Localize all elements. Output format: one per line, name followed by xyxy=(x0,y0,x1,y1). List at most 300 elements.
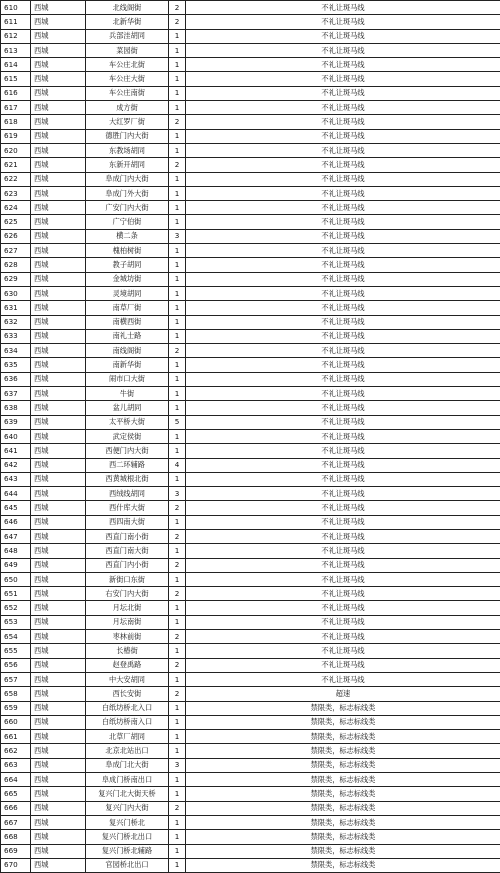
count-cell: 2 xyxy=(169,630,186,644)
row-number-cell: 620 xyxy=(1,143,31,157)
row-number-cell: 629 xyxy=(1,272,31,286)
row-number-cell: 632 xyxy=(1,315,31,329)
row-number-cell: 660 xyxy=(1,715,31,729)
district-cell: 西城 xyxy=(31,244,86,258)
count-cell: 1 xyxy=(169,701,186,715)
violation-type-cell: 不礼让斑马线 xyxy=(186,472,500,486)
road-name-cell: 东新开胡同 xyxy=(86,158,169,172)
road-name-cell: 北京北站出口 xyxy=(86,744,169,758)
row-number-cell: 644 xyxy=(1,487,31,501)
violation-type-cell: 不礼让斑马线 xyxy=(186,86,500,100)
violation-type-cell: 禁限类，标志标线类 xyxy=(186,773,500,787)
violation-type-cell: 禁限类，标志标线类 xyxy=(186,758,500,772)
road-name-cell: 长椿街 xyxy=(86,644,169,658)
table-row xyxy=(1,601,500,615)
district-cell: 西城 xyxy=(31,43,86,57)
road-name-cell: 西四南大街 xyxy=(86,515,169,529)
violation-type-cell: 不礼让斑马线 xyxy=(186,186,500,200)
road-name-cell: 灵境胡同 xyxy=(86,286,169,300)
violation-type-cell: 不礼让斑马线 xyxy=(186,672,500,686)
row-number-cell: 633 xyxy=(1,329,31,343)
district-cell: 西城 xyxy=(31,329,86,343)
violation-type-cell: 不礼让斑马线 xyxy=(186,344,500,358)
table-row xyxy=(1,858,500,872)
district-cell: 西城 xyxy=(31,644,86,658)
count-cell: 1 xyxy=(169,572,186,586)
table-row xyxy=(1,558,500,572)
table-row xyxy=(1,744,500,758)
road-name-cell: 车公庄北街 xyxy=(86,58,169,72)
row-number-cell: 669 xyxy=(1,844,31,858)
table-row xyxy=(1,844,500,858)
district-cell: 西城 xyxy=(31,29,86,43)
violation-type-cell: 不礼让斑马线 xyxy=(186,301,500,315)
count-cell: 1 xyxy=(169,101,186,115)
count-cell: 1 xyxy=(169,844,186,858)
violation-type-cell: 超速 xyxy=(186,687,500,701)
district-cell: 西城 xyxy=(31,501,86,515)
row-number-cell: 623 xyxy=(1,186,31,200)
violation-type-cell: 不礼让斑马线 xyxy=(186,58,500,72)
count-cell: 3 xyxy=(169,229,186,243)
table-row xyxy=(1,429,500,443)
count-cell: 1 xyxy=(169,744,186,758)
count-cell: 1 xyxy=(169,444,186,458)
row-number-cell: 650 xyxy=(1,572,31,586)
district-cell: 西城 xyxy=(31,658,86,672)
table-row xyxy=(1,472,500,486)
district-cell: 西城 xyxy=(31,158,86,172)
violation-type-cell: 不礼让斑马线 xyxy=(186,401,500,415)
count-cell: 1 xyxy=(169,815,186,829)
district-cell: 西城 xyxy=(31,487,86,501)
road-name-cell: 南线阁街 xyxy=(86,344,169,358)
district-cell: 西城 xyxy=(31,387,86,401)
violation-type-cell: 禁限类，标志标线类 xyxy=(186,730,500,744)
violation-type-cell: 不礼让斑马线 xyxy=(186,387,500,401)
district-cell: 西城 xyxy=(31,558,86,572)
district-cell: 西城 xyxy=(31,787,86,801)
count-cell: 1 xyxy=(169,401,186,415)
district-cell: 西城 xyxy=(31,801,86,815)
violation-type-cell: 不礼让斑马线 xyxy=(186,215,500,229)
count-cell: 1 xyxy=(169,472,186,486)
row-number-cell: 654 xyxy=(1,630,31,644)
row-number-cell: 651 xyxy=(1,587,31,601)
district-cell: 西城 xyxy=(31,858,86,872)
count-cell: 4 xyxy=(169,458,186,472)
table-row xyxy=(1,315,500,329)
violation-type-cell: 不礼让斑马线 xyxy=(186,429,500,443)
road-name-cell: 复兴门内大街 xyxy=(86,801,169,815)
count-cell: 1 xyxy=(169,301,186,315)
road-name-cell: 金城坊街 xyxy=(86,272,169,286)
violation-type-cell: 不礼让斑马线 xyxy=(186,286,500,300)
table-row xyxy=(1,29,500,43)
row-number-cell: 640 xyxy=(1,429,31,443)
row-number-cell: 630 xyxy=(1,286,31,300)
district-cell: 西城 xyxy=(31,601,86,615)
district-cell: 西城 xyxy=(31,701,86,715)
count-cell: 5 xyxy=(169,415,186,429)
violation-type-cell: 不礼让斑马线 xyxy=(186,630,500,644)
row-number-cell: 653 xyxy=(1,615,31,629)
row-number-cell: 619 xyxy=(1,129,31,143)
table-row xyxy=(1,301,500,315)
row-number-cell: 663 xyxy=(1,758,31,772)
table-row xyxy=(1,730,500,744)
violation-type-cell: 不礼让斑马线 xyxy=(186,101,500,115)
district-cell: 西城 xyxy=(31,687,86,701)
table-row xyxy=(1,672,500,686)
table-row xyxy=(1,186,500,200)
road-name-cell: 德胜门内大街 xyxy=(86,129,169,143)
district-cell: 西城 xyxy=(31,715,86,729)
row-number-cell: 637 xyxy=(1,387,31,401)
road-name-cell: 赵登禹路 xyxy=(86,658,169,672)
table-row xyxy=(1,143,500,157)
district-cell: 西城 xyxy=(31,515,86,529)
district-cell: 西城 xyxy=(31,429,86,443)
violation-type-cell: 禁限类，标志标线类 xyxy=(186,815,500,829)
table-row xyxy=(1,529,500,543)
district-cell: 西城 xyxy=(31,830,86,844)
road-name-cell: 广宁伯街 xyxy=(86,215,169,229)
count-cell: 1 xyxy=(169,201,186,215)
row-number-cell: 611 xyxy=(1,15,31,29)
row-number-cell: 641 xyxy=(1,444,31,458)
road-name-cell: 槐柏树街 xyxy=(86,244,169,258)
row-number-cell: 622 xyxy=(1,172,31,186)
table-row xyxy=(1,687,500,701)
violation-type-cell: 不礼让斑马线 xyxy=(186,587,500,601)
violation-type-cell: 不礼让斑马线 xyxy=(186,29,500,43)
road-name-cell: 月坛南街 xyxy=(86,615,169,629)
table-body xyxy=(1,1,500,873)
road-name-cell: 西便门内大街 xyxy=(86,444,169,458)
table-row xyxy=(1,715,500,729)
count-cell: 2 xyxy=(169,687,186,701)
violation-type-cell: 不礼让斑马线 xyxy=(186,644,500,658)
road-name-cell: 阜成门内大街 xyxy=(86,172,169,186)
table-row xyxy=(1,1,500,15)
district-cell: 西城 xyxy=(31,544,86,558)
count-cell: 2 xyxy=(169,501,186,515)
district-cell: 西城 xyxy=(31,143,86,157)
district-cell: 西城 xyxy=(31,401,86,415)
count-cell: 2 xyxy=(169,1,186,15)
table-row xyxy=(1,815,500,829)
road-name-cell: 月坛北街 xyxy=(86,601,169,615)
violation-type-cell: 不礼让斑马线 xyxy=(186,458,500,472)
table-row xyxy=(1,773,500,787)
table-row xyxy=(1,86,500,100)
district-cell: 西城 xyxy=(31,86,86,100)
table-row xyxy=(1,615,500,629)
district-cell: 西城 xyxy=(31,587,86,601)
row-number-cell: 661 xyxy=(1,730,31,744)
road-name-cell: 南礼士路 xyxy=(86,329,169,343)
table-row xyxy=(1,358,500,372)
row-number-cell: 634 xyxy=(1,344,31,358)
district-cell: 西城 xyxy=(31,186,86,200)
district-cell: 西城 xyxy=(31,15,86,29)
table-row xyxy=(1,201,500,215)
table-row xyxy=(1,658,500,672)
violation-type-cell: 不礼让斑马线 xyxy=(186,529,500,543)
violation-type-cell: 不礼让斑马线 xyxy=(186,487,500,501)
count-cell: 1 xyxy=(169,515,186,529)
count-cell: 1 xyxy=(169,329,186,343)
count-cell: 3 xyxy=(169,487,186,501)
road-name-cell: 阜成门外大街 xyxy=(86,186,169,200)
violation-type-cell: 不礼让斑马线 xyxy=(186,201,500,215)
violation-type-cell: 不礼让斑马线 xyxy=(186,372,500,386)
road-name-cell: 兵部洼胡同 xyxy=(86,29,169,43)
violation-type-cell: 不礼让斑马线 xyxy=(186,315,500,329)
road-name-cell: 西直门南大街 xyxy=(86,544,169,558)
table-row xyxy=(1,43,500,57)
count-cell: 1 xyxy=(169,58,186,72)
count-cell: 1 xyxy=(169,544,186,558)
road-name-cell: 复兴门桥北出口 xyxy=(86,830,169,844)
row-number-cell: 649 xyxy=(1,558,31,572)
table-row xyxy=(1,758,500,772)
table-row xyxy=(1,415,500,429)
violation-type-cell: 不礼让斑马线 xyxy=(186,129,500,143)
violation-type-cell: 不礼让斑马线 xyxy=(186,244,500,258)
row-number-cell: 626 xyxy=(1,229,31,243)
count-cell: 1 xyxy=(169,143,186,157)
road-name-cell: 北线阁街 xyxy=(86,1,169,15)
road-name-cell: 右安门内大街 xyxy=(86,587,169,601)
count-cell: 1 xyxy=(169,315,186,329)
row-number-cell: 643 xyxy=(1,472,31,486)
district-cell: 西城 xyxy=(31,344,86,358)
district-cell: 西城 xyxy=(31,758,86,772)
row-number-cell: 646 xyxy=(1,515,31,529)
district-cell: 西城 xyxy=(31,372,86,386)
row-number-cell: 656 xyxy=(1,658,31,672)
row-number-cell: 666 xyxy=(1,801,31,815)
road-name-cell: 闹市口大街 xyxy=(86,372,169,386)
violation-type-cell: 不礼让斑马线 xyxy=(186,572,500,586)
count-cell: 1 xyxy=(169,601,186,615)
row-number-cell: 664 xyxy=(1,773,31,787)
row-number-cell: 627 xyxy=(1,244,31,258)
row-number-cell: 618 xyxy=(1,115,31,129)
district-cell: 西城 xyxy=(31,744,86,758)
row-number-cell: 636 xyxy=(1,372,31,386)
table-row xyxy=(1,387,500,401)
district-cell: 西城 xyxy=(31,272,86,286)
violation-type-cell: 不礼让斑马线 xyxy=(186,444,500,458)
road-name-cell: 南草厂街 xyxy=(86,301,169,315)
table-row xyxy=(1,544,500,558)
row-number-cell: 667 xyxy=(1,815,31,829)
road-name-cell: 北草厂胡同 xyxy=(86,730,169,744)
violation-type-cell: 禁限类，标志标线类 xyxy=(186,858,500,872)
violation-type-cell: 禁限类，标志标线类 xyxy=(186,844,500,858)
count-cell: 1 xyxy=(169,29,186,43)
violation-type-cell: 不礼让斑马线 xyxy=(186,258,500,272)
district-cell: 西城 xyxy=(31,301,86,315)
district-cell: 西城 xyxy=(31,630,86,644)
count-cell: 2 xyxy=(169,15,186,29)
violation-type-cell: 不礼让斑马线 xyxy=(186,15,500,29)
violation-type-cell: 禁限类，标志标线类 xyxy=(186,715,500,729)
count-cell: 1 xyxy=(169,858,186,872)
table-row xyxy=(1,401,500,415)
row-number-cell: 645 xyxy=(1,501,31,515)
road-name-cell: 成方街 xyxy=(86,101,169,115)
row-number-cell: 614 xyxy=(1,58,31,72)
district-cell: 西城 xyxy=(31,201,86,215)
district-cell: 西城 xyxy=(31,672,86,686)
table-row xyxy=(1,801,500,815)
count-cell: 3 xyxy=(169,758,186,772)
count-cell: 1 xyxy=(169,72,186,86)
row-number-cell: 659 xyxy=(1,701,31,715)
row-number-cell: 616 xyxy=(1,86,31,100)
violation-type-cell: 禁限类，标志标线类 xyxy=(186,801,500,815)
row-number-cell: 670 xyxy=(1,858,31,872)
violation-type-cell: 不礼让斑马线 xyxy=(186,115,500,129)
violation-type-cell: 禁限类，标志标线类 xyxy=(186,744,500,758)
table-row xyxy=(1,501,500,515)
table-row xyxy=(1,215,500,229)
district-cell: 西城 xyxy=(31,58,86,72)
table-row xyxy=(1,58,500,72)
count-cell: 1 xyxy=(169,387,186,401)
road-name-cell: 西二环辅路 xyxy=(86,458,169,472)
road-name-cell: 南横西街 xyxy=(86,315,169,329)
road-name-cell: 北新华街 xyxy=(86,15,169,29)
violation-type-cell: 禁限类，标志标线类 xyxy=(186,701,500,715)
row-number-cell: 638 xyxy=(1,401,31,415)
road-name-cell: 阜成门北大街 xyxy=(86,758,169,772)
row-number-cell: 617 xyxy=(1,101,31,115)
district-cell: 西城 xyxy=(31,101,86,115)
table-row xyxy=(1,101,500,115)
count-cell: 1 xyxy=(169,86,186,100)
road-name-cell: 教子胡同 xyxy=(86,258,169,272)
count-cell: 2 xyxy=(169,801,186,815)
table-row xyxy=(1,115,500,129)
table-row xyxy=(1,258,500,272)
violation-type-cell: 不礼让斑马线 xyxy=(186,272,500,286)
violation-type-cell: 不礼让斑马线 xyxy=(186,501,500,515)
district-cell: 西城 xyxy=(31,529,86,543)
table-row xyxy=(1,15,500,29)
road-name-cell: 官园桥北出口 xyxy=(86,858,169,872)
row-number-cell: 635 xyxy=(1,358,31,372)
road-name-cell: 西直门南小街 xyxy=(86,529,169,543)
road-name-cell: 西长安街 xyxy=(86,687,169,701)
row-number-cell: 648 xyxy=(1,544,31,558)
count-cell: 1 xyxy=(169,215,186,229)
road-name-cell: 西绒线胡同 xyxy=(86,487,169,501)
road-name-cell: 西什库大街 xyxy=(86,501,169,515)
table-row xyxy=(1,329,500,343)
violation-type-cell: 不礼让斑马线 xyxy=(186,1,500,15)
table-row xyxy=(1,444,500,458)
row-number-cell: 615 xyxy=(1,72,31,86)
district-cell: 西城 xyxy=(31,215,86,229)
row-number-cell: 662 xyxy=(1,744,31,758)
row-number-cell: 631 xyxy=(1,301,31,315)
district-cell: 西城 xyxy=(31,730,86,744)
count-cell: 1 xyxy=(169,272,186,286)
row-number-cell: 668 xyxy=(1,830,31,844)
violation-type-cell: 不礼让斑马线 xyxy=(186,72,500,86)
row-number-cell: 642 xyxy=(1,458,31,472)
violation-type-cell: 不礼让斑马线 xyxy=(186,544,500,558)
road-name-cell: 武定侯街 xyxy=(86,429,169,443)
count-cell: 1 xyxy=(169,787,186,801)
row-number-cell: 625 xyxy=(1,215,31,229)
violation-type-cell: 不礼让斑马线 xyxy=(186,558,500,572)
count-cell: 2 xyxy=(169,344,186,358)
table-row xyxy=(1,830,500,844)
count-cell: 2 xyxy=(169,115,186,129)
row-number-cell: 639 xyxy=(1,415,31,429)
district-cell: 西城 xyxy=(31,1,86,15)
table-row xyxy=(1,244,500,258)
district-cell: 西城 xyxy=(31,458,86,472)
row-number-cell: 621 xyxy=(1,158,31,172)
district-cell: 西城 xyxy=(31,72,86,86)
table-row xyxy=(1,458,500,472)
table-row xyxy=(1,701,500,715)
table-row xyxy=(1,587,500,601)
road-name-cell: 盆儿胡同 xyxy=(86,401,169,415)
district-cell: 西城 xyxy=(31,773,86,787)
count-cell: 1 xyxy=(169,644,186,658)
table-row xyxy=(1,72,500,86)
count-cell: 2 xyxy=(169,587,186,601)
district-cell: 西城 xyxy=(31,615,86,629)
row-number-cell: 665 xyxy=(1,787,31,801)
row-number-cell: 628 xyxy=(1,258,31,272)
road-name-cell: 西黄城根北街 xyxy=(86,472,169,486)
road-name-cell: 东教场胡同 xyxy=(86,143,169,157)
table-row xyxy=(1,630,500,644)
table-row xyxy=(1,158,500,172)
violation-type-cell: 不礼让斑马线 xyxy=(186,358,500,372)
count-cell: 1 xyxy=(169,615,186,629)
row-number-cell: 655 xyxy=(1,644,31,658)
road-name-cell: 菜园街 xyxy=(86,43,169,57)
district-cell: 西城 xyxy=(31,172,86,186)
count-cell: 1 xyxy=(169,43,186,57)
violation-type-cell: 不礼让斑马线 xyxy=(186,615,500,629)
count-cell: 2 xyxy=(169,558,186,572)
table-row xyxy=(1,644,500,658)
count-cell: 1 xyxy=(169,830,186,844)
count-cell: 1 xyxy=(169,258,186,272)
table-row xyxy=(1,572,500,586)
road-name-cell: 大红罗厂街 xyxy=(86,115,169,129)
road-name-cell: 横二条 xyxy=(86,229,169,243)
violation-type-cell: 不礼让斑马线 xyxy=(186,158,500,172)
road-name-cell: 太平桥大街 xyxy=(86,415,169,429)
district-cell: 西城 xyxy=(31,115,86,129)
row-number-cell: 657 xyxy=(1,672,31,686)
row-number-cell: 610 xyxy=(1,1,31,15)
count-cell: 1 xyxy=(169,429,186,443)
count-cell: 1 xyxy=(169,286,186,300)
